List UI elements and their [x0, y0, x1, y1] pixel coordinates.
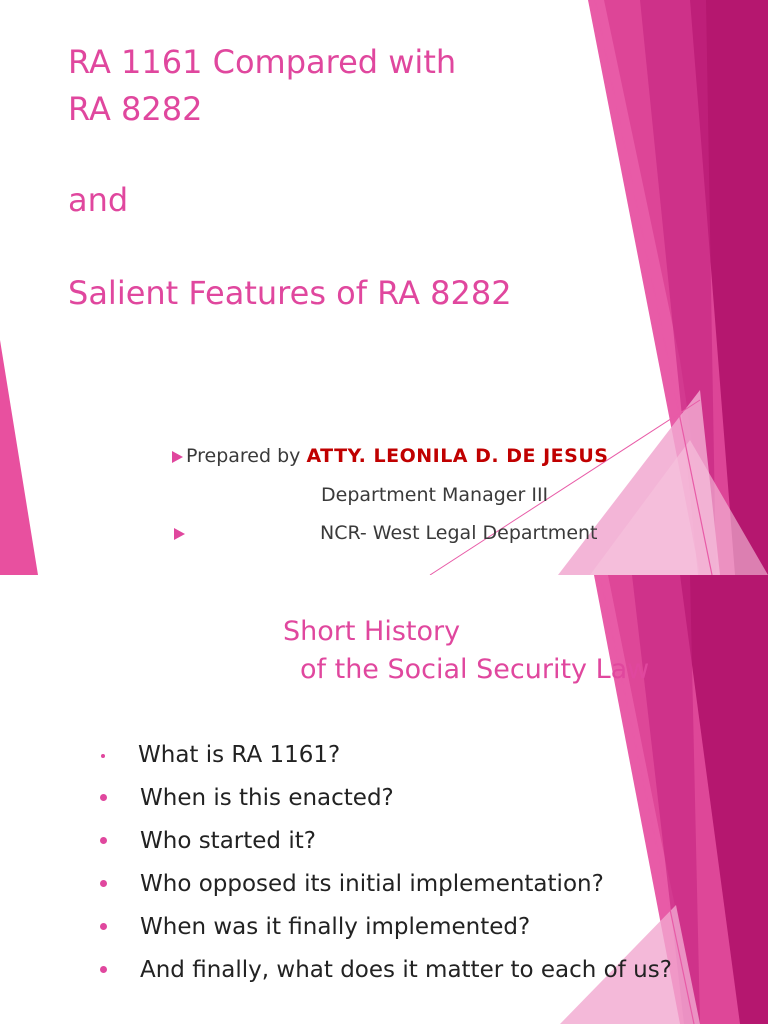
prepared-by-label: Prepared by — [186, 445, 301, 467]
list-item — [100, 739, 740, 771]
title-line-2: RA 8282 — [68, 90, 203, 128]
dot-bullet-icon — [100, 966, 107, 973]
bullet-text: Who opposed its initial implementation? — [140, 871, 604, 897]
history-slide — [0, 575, 768, 1024]
list-item — [100, 825, 740, 857]
dot-bullet-icon — [100, 837, 107, 844]
slide2-title-line-2: of the Social Security Law — [300, 654, 650, 685]
dot-bullet-icon — [100, 880, 107, 887]
bullet-text: What is RA 1161? — [138, 742, 341, 768]
arrow-bullet-icon — [174, 528, 185, 540]
title-line-3: and — [68, 181, 129, 219]
prepared-by-line — [186, 444, 608, 468]
dot-bullet-icon — [100, 923, 107, 930]
list-item — [100, 868, 740, 900]
left-wedge-shape — [0, 340, 38, 575]
slide2-title-line-1: Short History — [283, 616, 461, 647]
bullet-text: And finally, what does it matter to each of us? — [140, 957, 672, 983]
list-item — [100, 911, 740, 943]
dot-bullet-icon — [100, 794, 107, 801]
list-item — [100, 954, 740, 986]
title-line-4: Salient Features of RA 8282 — [68, 274, 512, 312]
dot-bullet-icon — [101, 754, 105, 758]
author-name: ATTY. LEONILA D. DE JESUS — [306, 445, 609, 467]
bullet-text: When is this enacted? — [140, 785, 394, 811]
bullet-text: Who started it? — [140, 828, 316, 854]
list-item — [100, 782, 740, 814]
author-position: Department Manager III — [321, 484, 549, 506]
arrow-bullet-icon — [172, 451, 183, 463]
title-line-1: RA 1161 Compared with — [68, 43, 457, 81]
bullet-text: When was it finally implemented? — [140, 914, 531, 940]
author-department: NCR- West Legal Department — [320, 522, 598, 544]
